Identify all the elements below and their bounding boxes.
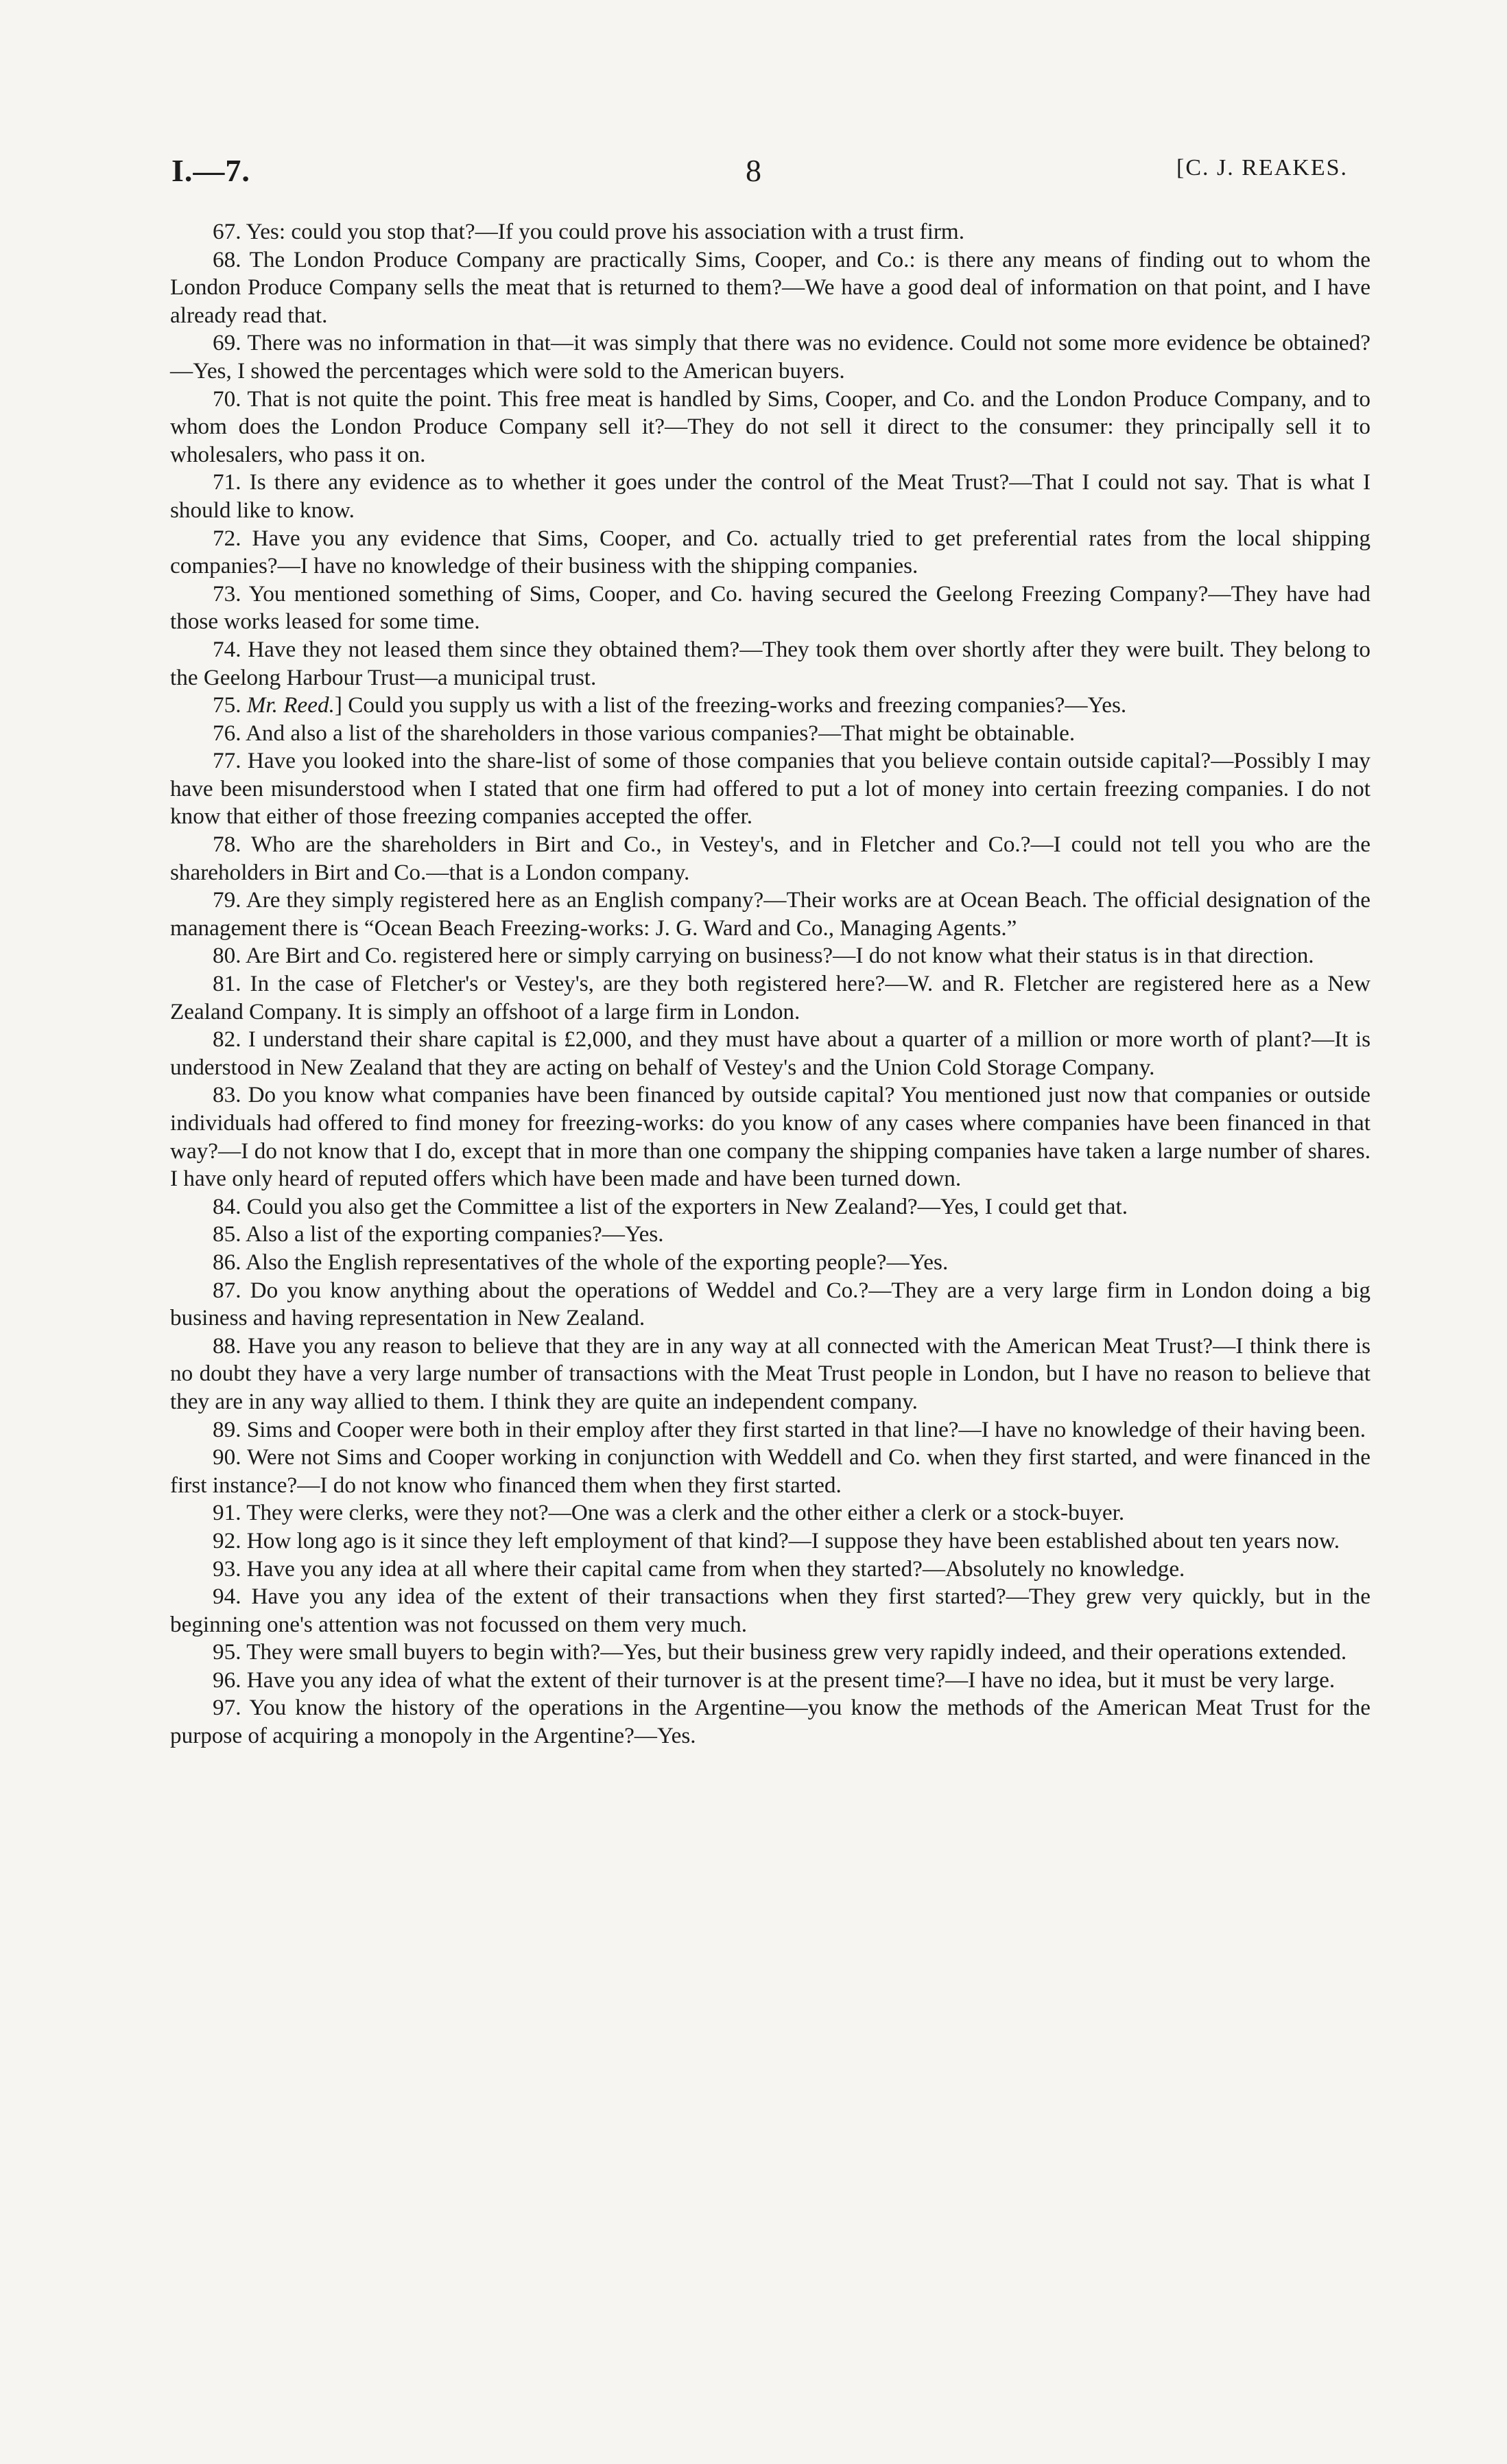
question-paragraph bbox=[170, 218, 1370, 246]
question-text: Who are the shareholders in Birt and Co., in Vestey's, and in Fletcher and Co.?—I could not tell you who are the shareholders in Birt and Co.—that is a London company. bbox=[170, 832, 1370, 885]
question-paragraph bbox=[170, 1416, 1370, 1444]
question-number: 71. bbox=[213, 469, 241, 495]
question-paragraph bbox=[170, 1249, 1370, 1277]
question-text: Do you know anything about the operations of Weddel and Co.?—They are a very large firm in London doing a big business and having representation in New Zealand. bbox=[170, 1277, 1370, 1331]
question-text: Have they not leased them since they obtained them?—They took them over shortly after they were built. They belong to the Geelong Harbour Trust—a municipal trust. bbox=[170, 636, 1371, 690]
question-number: 77. bbox=[213, 748, 241, 774]
question-number: 85. bbox=[213, 1221, 241, 1247]
question-number: 89. bbox=[213, 1416, 241, 1442]
question-paragraph bbox=[170, 1667, 1370, 1695]
question-text: Have you looked into the share-list of some of those companies that you believe contain outside capital?—Possibly I may have been misunderstood when I stated that one firm had offered to put a lot of money into certain freezing companies. I do not know that either of those freezing companies accepted the offer. bbox=[170, 748, 1370, 830]
question-paragraph bbox=[170, 692, 1370, 720]
question-number: 96. bbox=[213, 1667, 241, 1693]
question-text: You know the history of the operations in the Argentine—you know the methods of the American Meat Trust for the purpose of acquiring a monopoly in the Argentine?—Yes. bbox=[170, 1695, 1370, 1749]
question-number: 83. bbox=[213, 1082, 241, 1108]
question-text: The London Produce Company are practically Sims, Cooper, and Co.: is there any means of finding out to whom the London Produce Company sells the meat that is returned to them?—We have a good deal of information on that point, and I have already read that. bbox=[170, 246, 1370, 328]
question-paragraph bbox=[170, 942, 1370, 970]
question-paragraph bbox=[170, 1527, 1370, 1556]
question-paragraph bbox=[170, 636, 1370, 692]
question-text: Have you any evidence that Sims, Cooper, and Co. actually tried to get preferential rates from the local shipping companies?—I have no knowledge of their business with the shipping companies. bbox=[170, 525, 1370, 579]
question-number: 94. bbox=[213, 1584, 241, 1610]
question-number: 81. bbox=[213, 971, 241, 997]
question-text: There was no information in that—it was simply that there was no evidence. Could not some more evidence be obtained?—Yes, I showed the percentages which were sold to the American buyers. bbox=[170, 330, 1370, 384]
question-paragraph bbox=[170, 1221, 1370, 1249]
question-text: Have you any idea of what the extent of their turnover is at the present time?—I have no idea, but it must be very large. bbox=[246, 1667, 1336, 1693]
question-paragraph bbox=[170, 887, 1370, 942]
question-number: 82. bbox=[213, 1026, 241, 1053]
question-paragraph bbox=[170, 386, 1370, 469]
question-text: They were clerks, were they not?—One was a clerk and the other either a clerk or a stock-buyer. bbox=[246, 1500, 1125, 1526]
question-paragraph bbox=[170, 469, 1370, 524]
question-number: 93. bbox=[213, 1556, 241, 1582]
question-text: Have you any idea at all where their capital came from when they started?—Absolutely no knowledge. bbox=[246, 1556, 1185, 1582]
question-text: Do you know what companies have been financed by outside capital? You mentioned just now that companies or outside individuals had offered to find money for freezing-works: do you know of any cases where companies have been financed in that way?—I do not know that I do, except that in more than one company the shipping companies have taken a large number of shares. I have only heard of reputed offers which have been made and have been turned down. bbox=[170, 1082, 1371, 1192]
question-paragraph bbox=[170, 1499, 1370, 1527]
question-paragraph bbox=[170, 970, 1370, 1026]
question-text: I understand their share capital is £2,000, and they must have about a quarter of a million or more worth of plant?—It is understood in New Zealand that they are acting on behalf of Vestey's and the Union Cold Storage Company. bbox=[170, 1026, 1371, 1080]
question-number: 87. bbox=[213, 1277, 241, 1303]
question-text: You mentioned something of Sims, Cooper, and Co. having secured the Geelong Freezing Company?—They have had those works leased for some time. bbox=[170, 580, 1370, 635]
question-paragraph bbox=[170, 329, 1370, 385]
question-paragraph bbox=[170, 1556, 1370, 1584]
question-number: 80. bbox=[213, 943, 241, 969]
question-text: ] Could you supply us with a list of the freezing-works and freezing companies?—Yes. bbox=[334, 692, 1127, 718]
question-paragraph bbox=[170, 1277, 1370, 1333]
question-text: Is there any evidence as to whether it goes under the control of the Meat Trust?—That I could not say. That is what I should like to know. bbox=[170, 469, 1370, 523]
question-number: 90. bbox=[213, 1444, 241, 1470]
question-number: 79. bbox=[213, 887, 241, 913]
question-text: That is not quite the point. This free meat is handled by Sims, Cooper, and Co. and the London Produce Company, and to whom does the London Produce Company sell it?—They do not sell it direct to the consumer: they principally sell it to wholesalers, who pass it on. bbox=[170, 386, 1370, 467]
question-paragraph bbox=[170, 1583, 1370, 1639]
question-number: 75. bbox=[213, 692, 241, 718]
question-paragraph bbox=[170, 831, 1370, 887]
page-number: 8 bbox=[746, 153, 761, 188]
question-text: Are they simply registered here as an English company?—Their works are at Ocean Beach. The official designation of the management there is “Ocean Beach Freezing-works: J. G. Ward and Co., Managing Agents.” bbox=[170, 887, 1371, 941]
question-paragraph bbox=[170, 580, 1370, 636]
question-text: Are Birt and Co. registered here or simply carrying on business?—I do not know what their status is in that direction. bbox=[245, 943, 1314, 969]
question-text: Sims and Cooper were both in their employ after they first started in that line?—I have no knowledge of their having been. bbox=[246, 1416, 1366, 1442]
question-number: 78. bbox=[213, 832, 241, 858]
question-text: How long ago is it since they left employment of that kind?—I suppose they have been established about ten years now. bbox=[246, 1527, 1340, 1553]
question-paragraph bbox=[170, 525, 1370, 580]
question-text: Have you any idea of the extent of their transactions when they first started?—They grew very quickly, but in the beginning one's attention was not focussed on them very much. bbox=[170, 1584, 1371, 1637]
question-paragraph bbox=[170, 1193, 1370, 1221]
question-paragraph bbox=[170, 1081, 1370, 1193]
question-text: Were not Sims and Cooper working in conjunction with Weddell and Co. when they first started, and were financed in the first instance?—I do not know who financed them when they first started. bbox=[170, 1444, 1370, 1498]
witness-name: [C. J. REAKES. bbox=[1176, 155, 1348, 180]
question-number: 92. bbox=[213, 1527, 241, 1553]
question-text: And also a list of the shareholders in those various companies?—That might be obtainable. bbox=[245, 720, 1076, 746]
question-text: Also a list of the exporting companies?—Yes. bbox=[245, 1221, 664, 1247]
document-code: I.—7. bbox=[171, 153, 250, 188]
question-text: In the case of Fletcher's or Vestey's, are they both registered here?—W. and R. Fletcher are registered here as a New Zealand Company. It is simply an offshoot of a large firm in London. bbox=[170, 971, 1371, 1024]
question-paragraph bbox=[170, 1444, 1370, 1499]
question-paragraph bbox=[170, 747, 1370, 831]
page-header bbox=[0, 152, 1507, 193]
question-paragraph bbox=[170, 1639, 1370, 1667]
transcript-body bbox=[170, 218, 1370, 1750]
question-paragraph bbox=[170, 1026, 1370, 1081]
question-text: Could you also get the Committee a list of the exporters in New Zealand?—Yes, I could get that. bbox=[246, 1193, 1128, 1219]
question-number: 68. bbox=[213, 246, 241, 272]
question-number: 73. bbox=[213, 580, 241, 607]
question-number: 95. bbox=[213, 1639, 241, 1665]
question-paragraph bbox=[170, 246, 1370, 330]
question-number: 88. bbox=[213, 1333, 241, 1359]
question-number: 69. bbox=[213, 330, 241, 356]
question-number: 84. bbox=[213, 1193, 241, 1219]
speaker-name: Mr. Reed. bbox=[246, 692, 335, 718]
question-text: Yes: could you stop that?—If you could prove his association with a trust firm. bbox=[246, 219, 964, 244]
question-number: 86. bbox=[213, 1249, 241, 1275]
question-text: They were small buyers to begin with?—Yes, but their business grew very rapidly indeed, and their operations extended. bbox=[246, 1639, 1347, 1665]
question-text: Have you any reason to believe that they are in any way at all connected with the American Meat Trust?—I think there is no doubt they have a very large number of transactions with the Meat Trust people in London, but I have no reason to believe that they are in any way allied to them. I think they are quite an independent company. bbox=[170, 1333, 1371, 1414]
question-number: 67. bbox=[213, 219, 241, 244]
question-number: 74. bbox=[213, 636, 241, 662]
question-number: 76. bbox=[213, 720, 241, 746]
question-paragraph bbox=[170, 1333, 1370, 1416]
question-number: 91. bbox=[213, 1500, 241, 1526]
question-paragraph bbox=[170, 720, 1370, 748]
question-text: Also the English representatives of the whole of the exporting people?—Yes. bbox=[245, 1249, 949, 1275]
question-number: 70. bbox=[213, 386, 241, 412]
question-number: 72. bbox=[213, 525, 241, 551]
question-paragraph bbox=[170, 1694, 1370, 1750]
question-number: 97. bbox=[213, 1695, 241, 1721]
